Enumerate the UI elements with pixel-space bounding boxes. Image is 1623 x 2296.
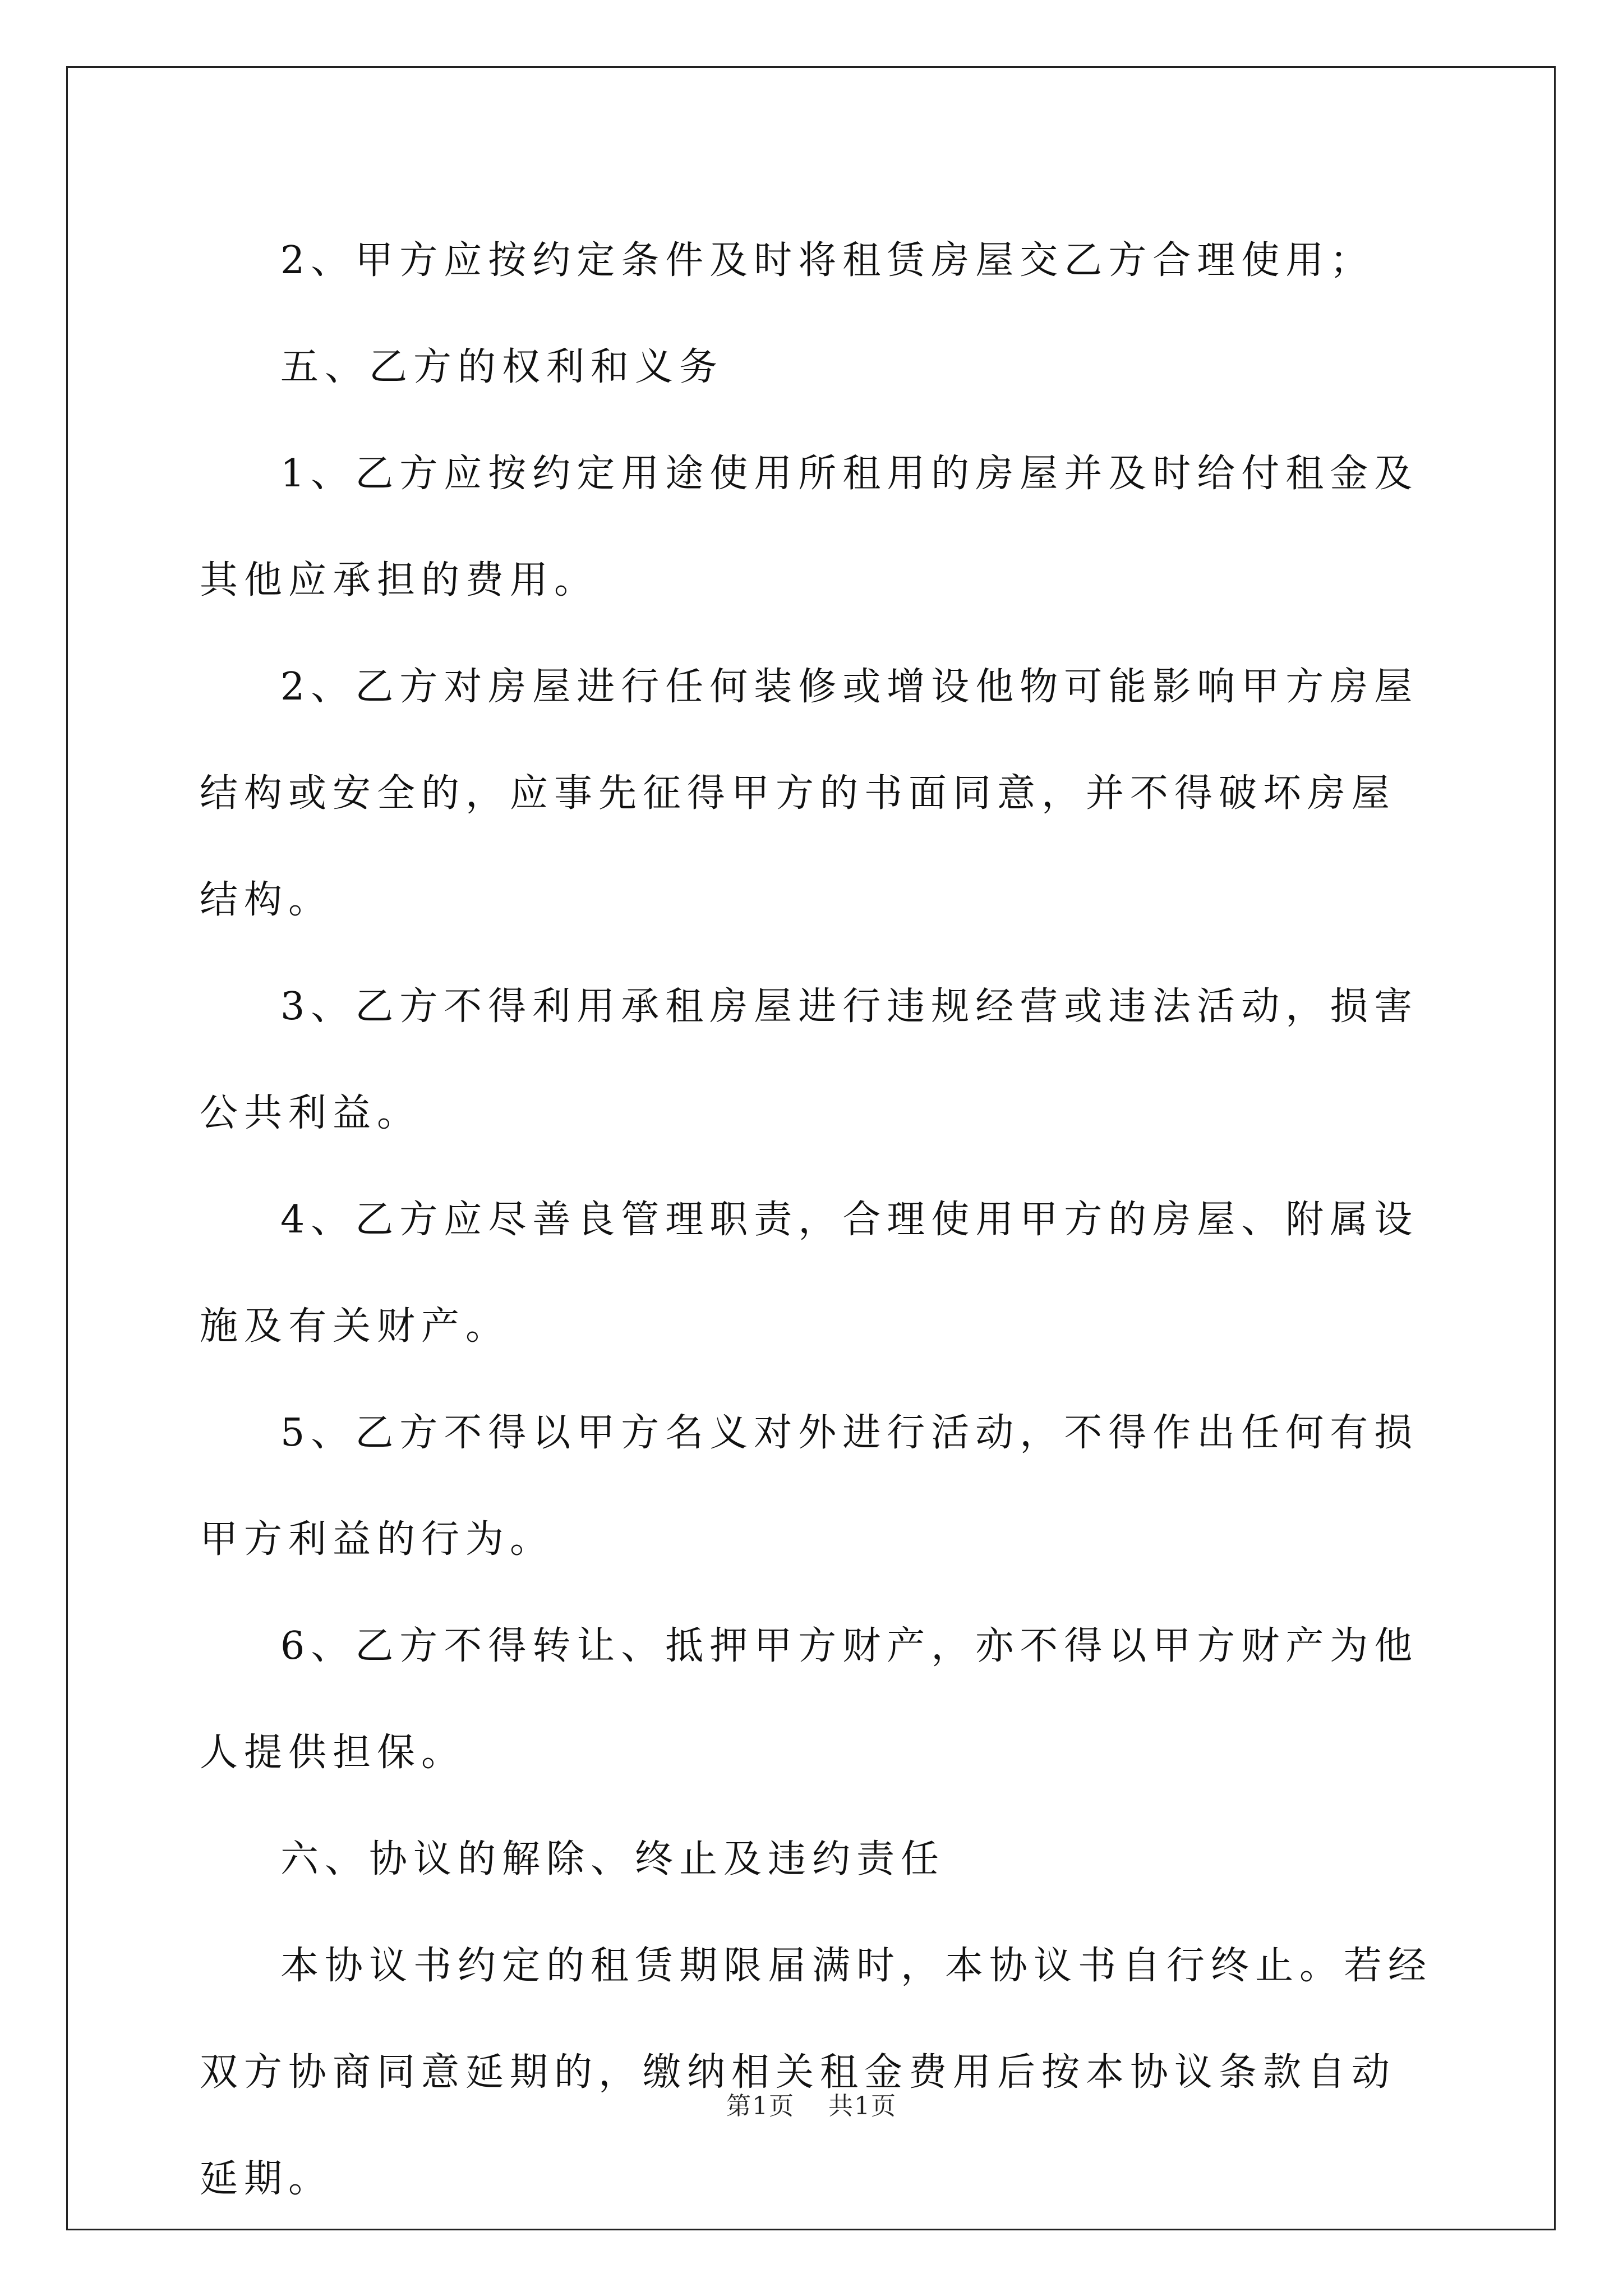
paragraph: 5、乙方不得以甲方名义对外进行活动，不得作出任何有损甲方利益的行为。 <box>200 1411 1419 1562</box>
page-number-current: 第1页 <box>726 2092 795 2120</box>
section-heading: 六、协议的解除、终止及违约责任 <box>280 1837 946 1881</box>
document-body <box>200 208 1433 2233</box>
section-heading: 五、乙方的权利和义务 <box>280 345 724 389</box>
paragraph: 2、甲方应按约定条件及时将租赁房屋交乙方合理使用； <box>280 238 1375 283</box>
paragraph: 4、乙方应尽善良管理职责，合理使用甲方的房屋、附属设施及有关财产。 <box>200 1198 1419 1349</box>
paragraph: 1、乙方应按约定用途使用所租用的房屋并及时给付租金及其他应承担的费用。 <box>200 452 1419 602</box>
paragraph: 6、乙方不得转让、抵押甲方财产，亦不得以甲方财产为他人提供担保。 <box>200 1624 1419 1775</box>
paragraph: 2、乙方对房屋进行任何装修或增设他物可能影响甲方房屋结构或安全的，应事先征得甲方的书面同意，并不得破坏房屋结构。 <box>200 665 1419 922</box>
paragraph: 本协议书约定的租赁期限届满时，本协议书自行终止。若经双方协商同意延期的，缴纳相关租金费用后按本协议条款自动延期。 <box>200 1944 1433 2201</box>
page-footer <box>0 2086 1623 2122</box>
page-number-total: 共1页 <box>828 2092 897 2120</box>
paragraph: 3、乙方不得利用承租房屋进行违规经营或违法活动，损害公共利益。 <box>200 984 1419 1135</box>
